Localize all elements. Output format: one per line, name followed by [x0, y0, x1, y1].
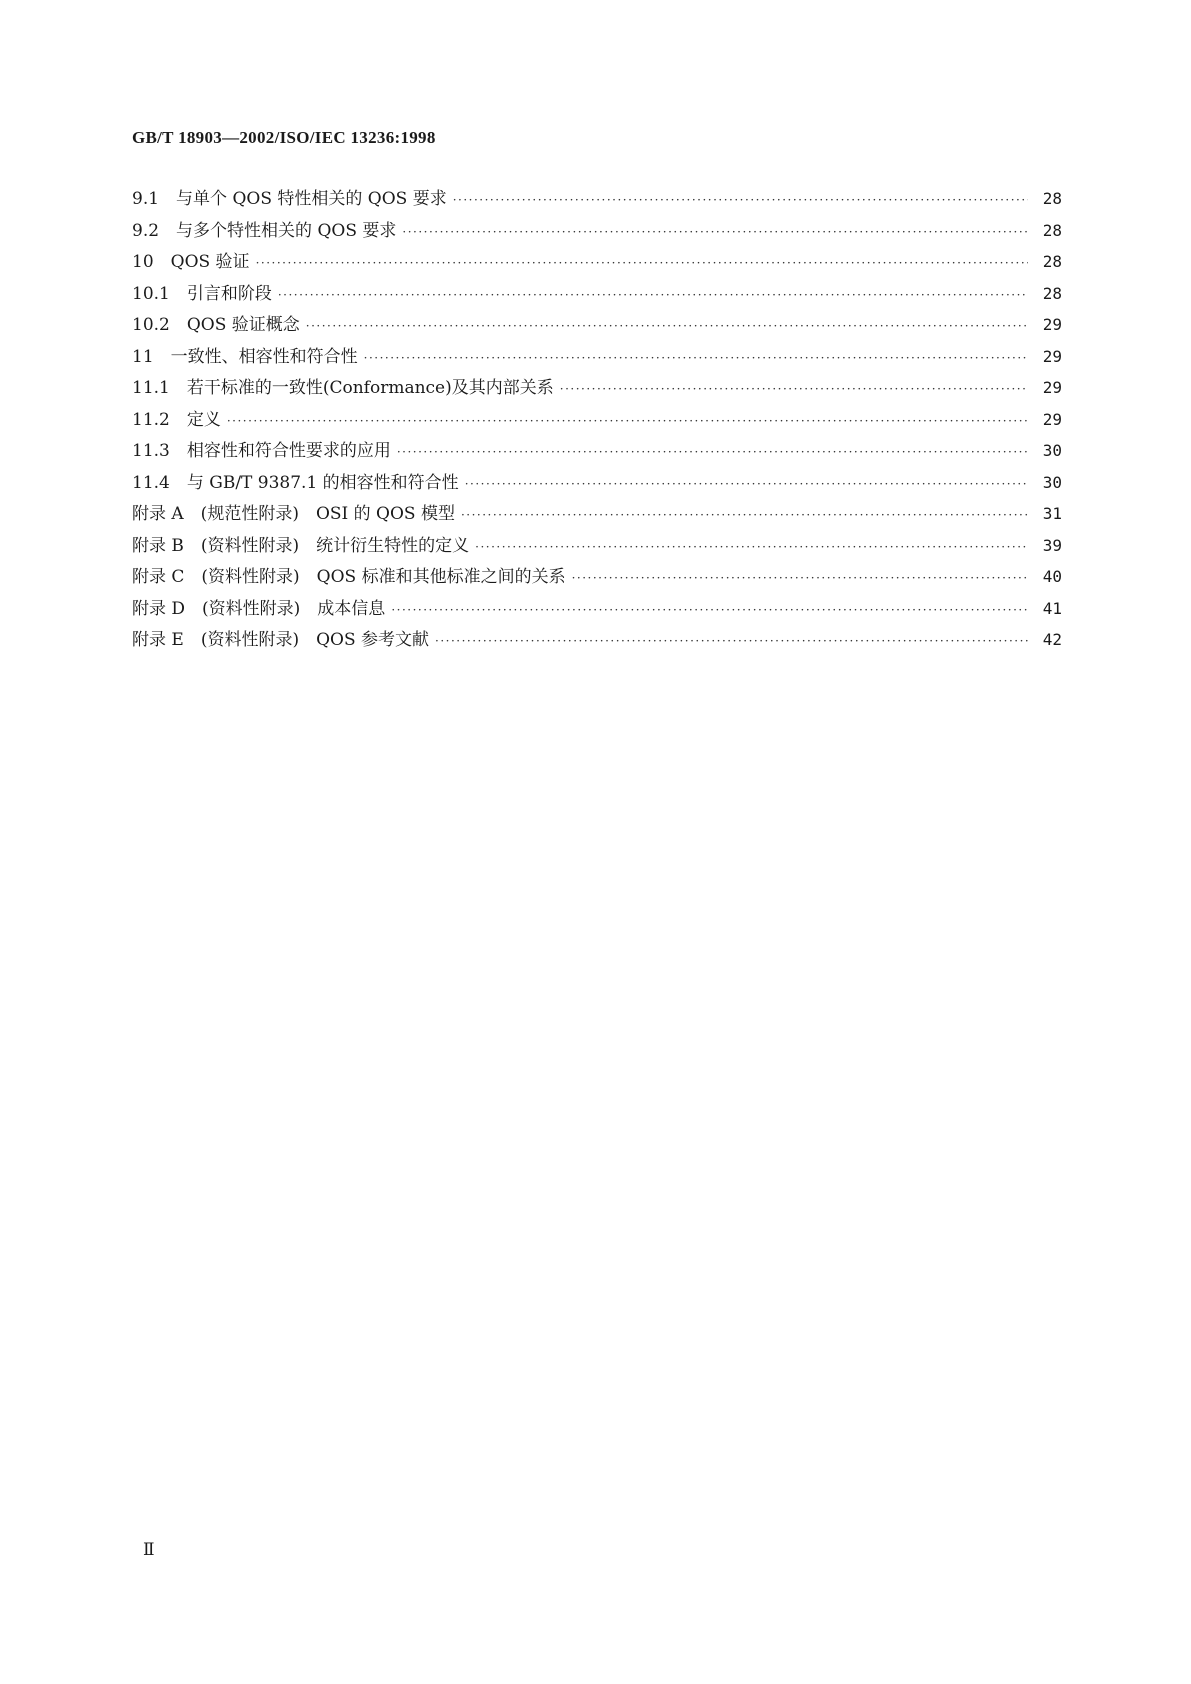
toc-entry-title: 附录 A (规范性附录) OSI 的 QOS 模型	[132, 504, 455, 524]
document-header-code: GB/T 18903—2002/ISO/IEC 13236:1998	[132, 128, 436, 147]
toc-entry-page: 39	[1042, 535, 1062, 555]
toc-entry-page: 30	[1042, 472, 1062, 492]
toc-entry-title: 10.1 引言和阶段	[132, 283, 272, 304]
toc-entry-page: 28	[1042, 283, 1062, 303]
toc-entry-page: 29	[1042, 346, 1062, 366]
toc-dot-leader	[465, 469, 1028, 501]
toc-entry-title: 11.3 相容性和符合性要求的应用	[132, 441, 391, 461]
toc-entry-page: 28	[1042, 189, 1062, 208]
toc-entry-page: 40	[1042, 567, 1062, 586]
toc-entry[interactable]	[132, 561, 1062, 593]
toc-entry[interactable]	[132, 498, 1062, 530]
toc-entry[interactable]	[132, 624, 1062, 656]
toc-entry-page: 42	[1042, 630, 1062, 649]
toc-dot-leader	[397, 437, 1028, 469]
toc-entry-page: 28	[1042, 252, 1062, 271]
toc-entry-page: 41	[1042, 598, 1062, 618]
toc-entry[interactable]	[132, 372, 1062, 404]
toc-entry-title: 9.1 与单个 QOS 特性相关的 QOS 要求	[132, 189, 447, 209]
toc-entry-page: 29	[1042, 378, 1062, 397]
toc-dot-leader	[475, 532, 1028, 564]
toc-entry-title: 附录 C (资料性附录) QOS 标准和其他标准之间的关系	[132, 567, 566, 587]
toc-dot-leader	[391, 595, 1028, 627]
toc-entry[interactable]	[132, 309, 1062, 341]
toc-entry-page: 29	[1042, 409, 1062, 429]
toc-entry[interactable]	[132, 246, 1062, 278]
toc-entry-title: 附录 D (资料性附录) 成本信息	[132, 598, 386, 619]
toc-entry-title: 10 QOS 验证	[132, 252, 250, 272]
toc-dot-leader	[402, 217, 1028, 249]
toc-dot-leader	[435, 626, 1028, 658]
toc-dot-leader	[227, 406, 1028, 438]
toc-entry-title: 9.2 与多个特性相关的 QOS 要求	[132, 220, 397, 241]
toc-dot-leader	[256, 248, 1028, 280]
toc-entry-title: 附录 B (资料性附录) 统计衍生特性的定义	[132, 535, 470, 556]
toc-entry[interactable]	[132, 593, 1062, 625]
toc-dot-leader	[306, 311, 1028, 343]
toc-entry[interactable]	[132, 530, 1062, 562]
toc-entry-page: 28	[1042, 220, 1062, 240]
toc-entry-title: 11.1 若干标准的一致性(Conformance)及其内部关系	[132, 378, 554, 398]
toc-entry-page: 30	[1042, 441, 1062, 460]
toc-entry-page: 29	[1042, 315, 1062, 334]
toc-dot-leader	[278, 280, 1028, 312]
toc-entry[interactable]	[132, 183, 1062, 215]
toc-entry[interactable]	[132, 215, 1062, 247]
table-of-contents	[132, 183, 1062, 656]
page-number: Ⅱ	[143, 1540, 155, 1559]
toc-entry[interactable]	[132, 341, 1062, 373]
toc-entry-title: 附录 E (资料性附录) QOS 参考文献	[132, 630, 430, 650]
toc-entry-page: 31	[1042, 504, 1062, 523]
toc-entry-title: 11 一致性、相容性和符合性	[132, 346, 358, 367]
toc-dot-leader	[560, 374, 1028, 406]
toc-dot-leader	[461, 500, 1028, 532]
toc-entry[interactable]	[132, 404, 1062, 436]
toc-entry-title: 10.2 QOS 验证概念	[132, 315, 300, 335]
toc-dot-leader	[364, 343, 1028, 375]
toc-dot-leader	[453, 185, 1028, 217]
toc-dot-leader	[572, 563, 1028, 595]
toc-entry-title: 11.4 与 GB/T 9387.1 的相容性和符合性	[132, 472, 459, 493]
toc-entry[interactable]	[132, 278, 1062, 310]
toc-entry[interactable]	[132, 467, 1062, 499]
toc-entry-title: 11.2 定义	[132, 409, 221, 430]
toc-entry[interactable]	[132, 435, 1062, 467]
